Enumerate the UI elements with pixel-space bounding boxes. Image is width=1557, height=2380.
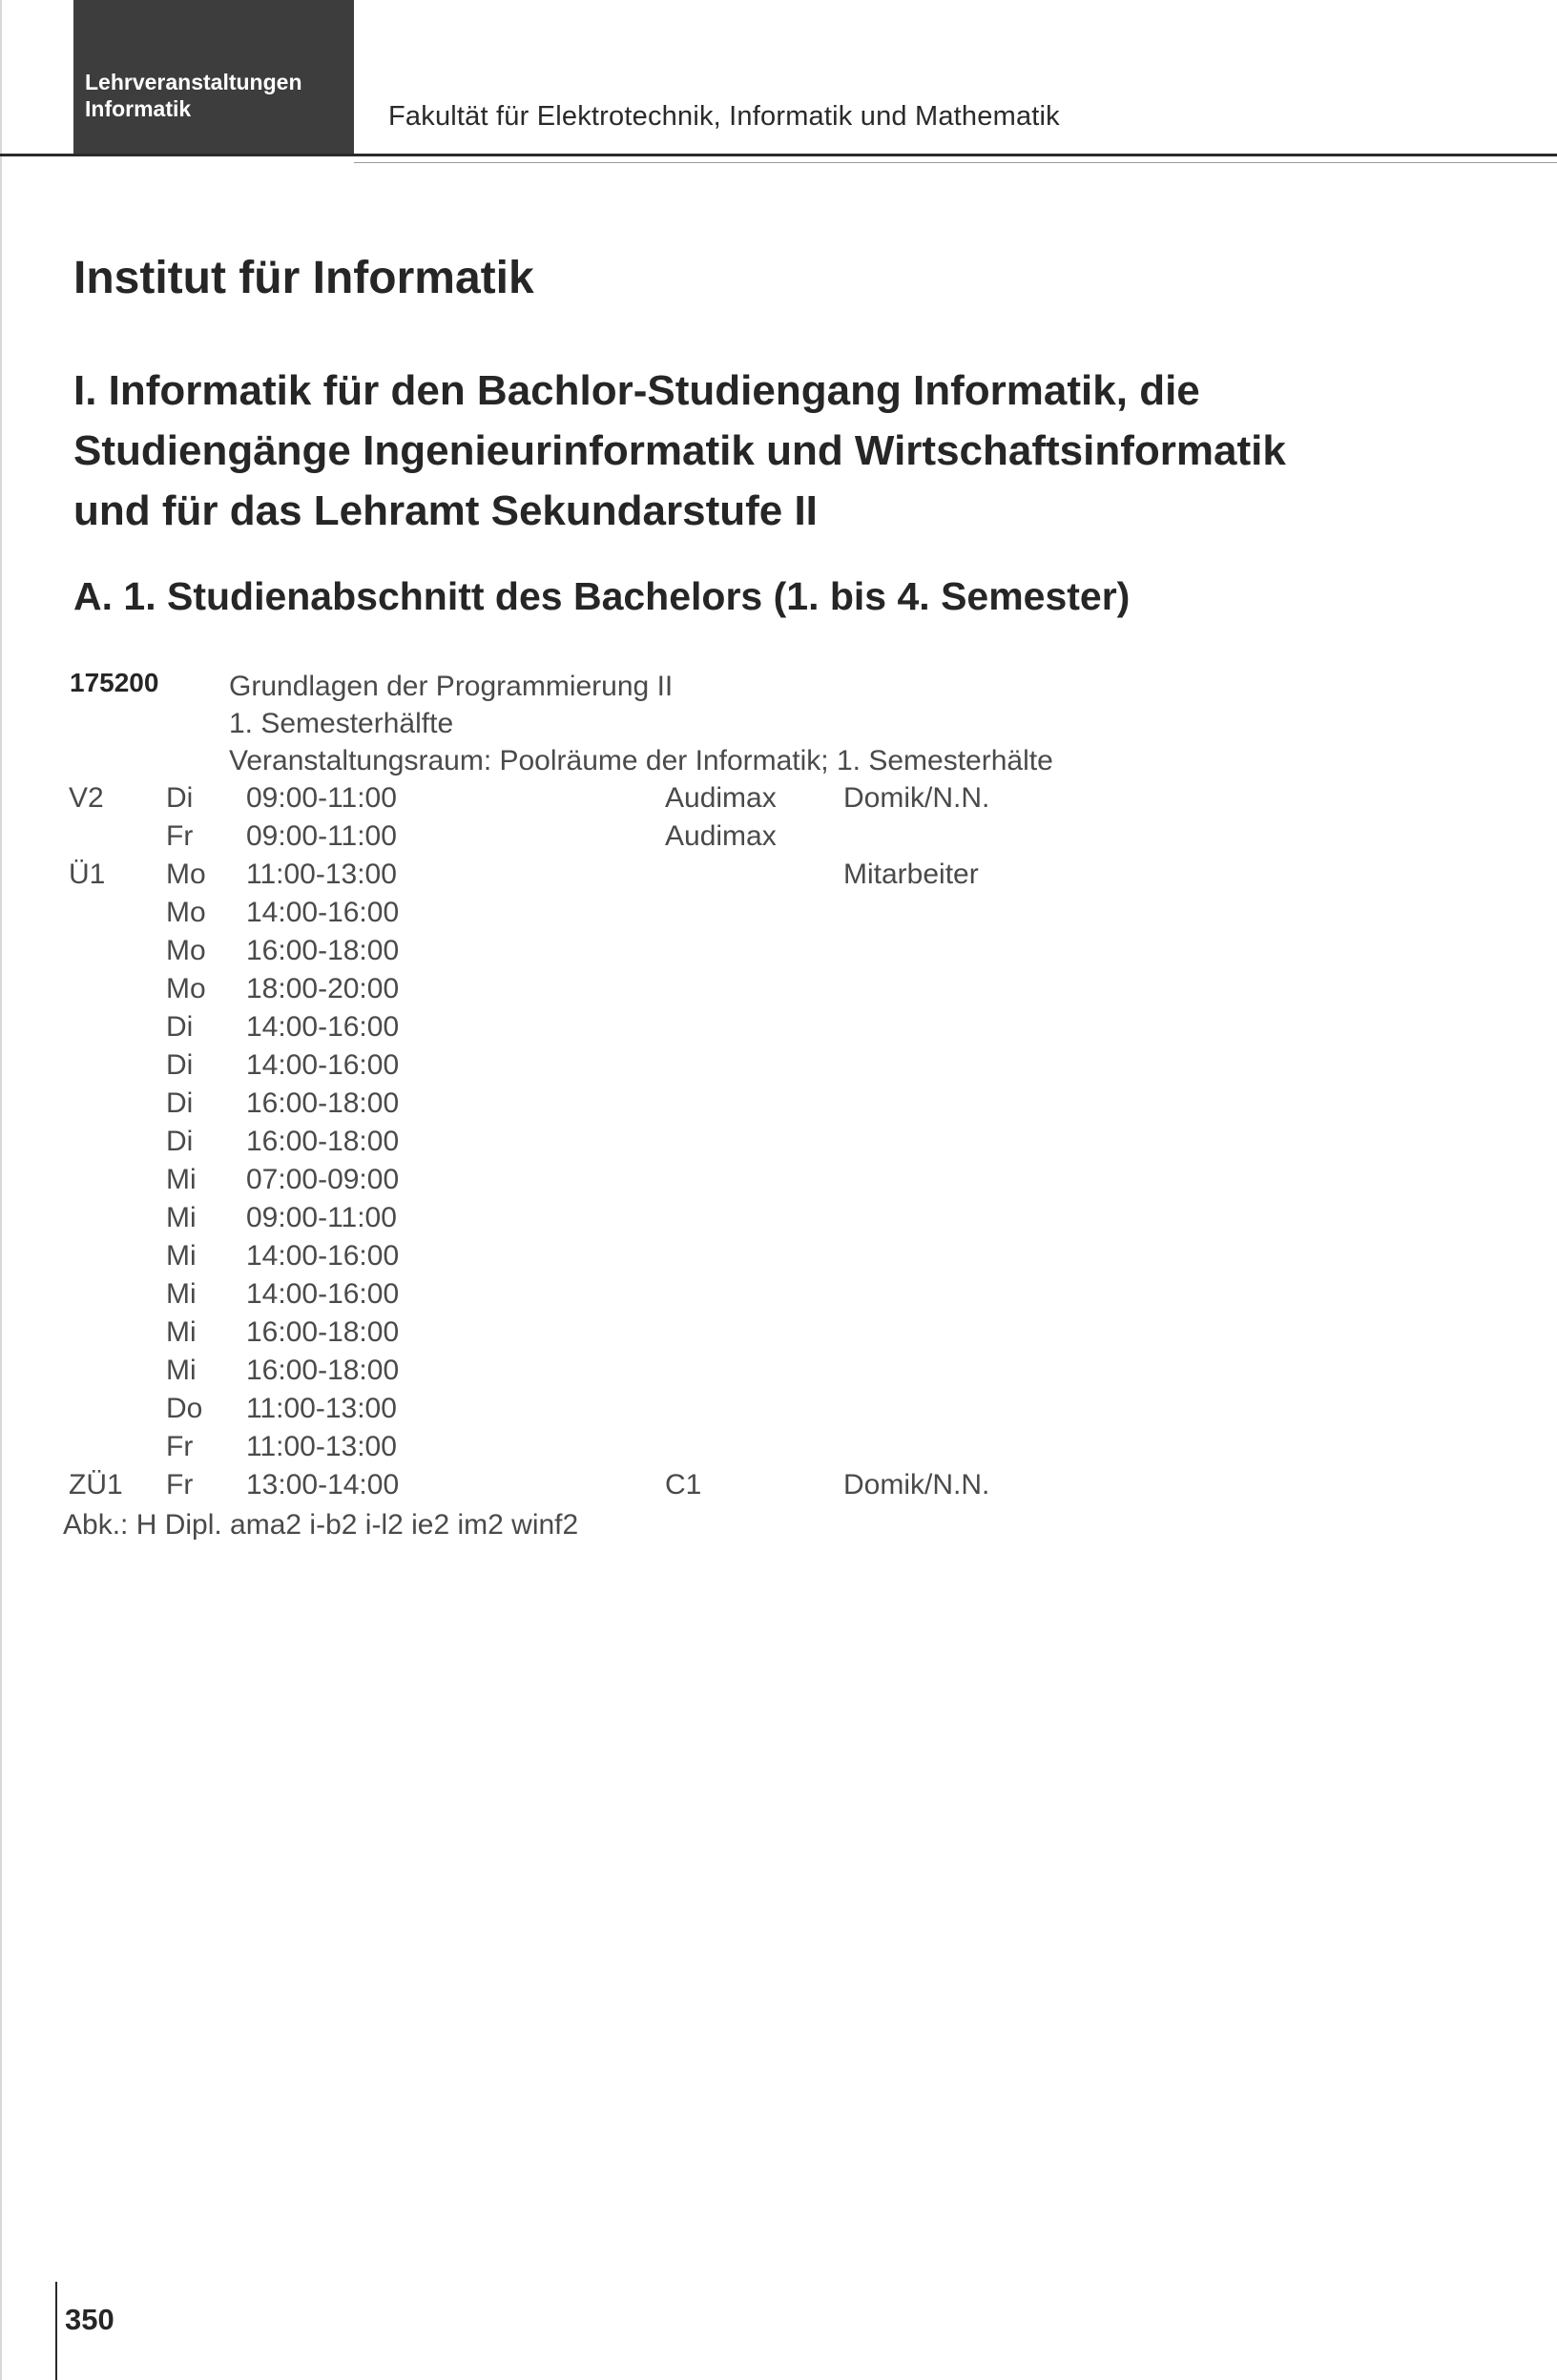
schedule-cell-time: 11:00-13:00 xyxy=(246,1431,397,1462)
schedule-row xyxy=(0,1390,1557,1428)
schedule-cell-day: Di xyxy=(166,1049,194,1081)
course-room-note: Veranstaltungsraum: Poolräume der Informatik; 1. Semesterhälte xyxy=(229,745,1053,776)
schedule-cell-time: 09:00-11:00 xyxy=(246,820,397,852)
course-title: Grundlagen der Programmierung II xyxy=(229,671,674,702)
section-title-line-2: Studiengänge Ingenieurinformatik und Wirtschaftsinformatik xyxy=(73,427,1286,474)
schedule-cell-day: Mo xyxy=(166,897,206,928)
schedule-row xyxy=(0,970,1557,1008)
schedule-cell-day: Mi xyxy=(166,1240,197,1272)
schedule-row xyxy=(0,1275,1557,1314)
subsection-title: A. 1. Studienabschnitt des Bachelors (1. bis 4. Semester) xyxy=(73,574,1131,618)
schedule-cell-day: Do xyxy=(166,1393,203,1424)
schedule-cell-day: Fr xyxy=(166,820,194,852)
course-period: 1. Semesterhälfte xyxy=(229,708,454,739)
schedule-row xyxy=(0,1199,1557,1237)
schedule-row xyxy=(0,1008,1557,1046)
schedule-cell-time: 14:00-16:00 xyxy=(246,1011,400,1043)
schedule-cell-lecturer: Domik/N.N. xyxy=(843,782,990,814)
schedule-cell-room: C1 xyxy=(665,1469,702,1500)
schedule-row xyxy=(0,1314,1557,1352)
schedule-cell-time: 13:00-14:00 xyxy=(246,1469,400,1500)
schedule-cell-day: Mo xyxy=(166,859,206,890)
schedule-cell-lecturer: Mitarbeiter xyxy=(843,859,979,890)
schedule-row xyxy=(0,779,1557,817)
schedule-row xyxy=(0,1046,1557,1085)
section-title-line-1: I. Informatik für den Bachlor-Studiengang Informatik, die xyxy=(73,367,1200,414)
schedule-cell-time: 16:00-18:00 xyxy=(246,1316,400,1348)
schedule-cell-day: Fr xyxy=(166,1431,194,1462)
schedule-cell-room: Audimax xyxy=(665,782,777,814)
schedule-row xyxy=(0,1352,1557,1390)
schedule-cell-day: Mi xyxy=(166,1164,197,1195)
schedule-cell-type: V2 xyxy=(69,782,104,814)
header-box-line-2: Informatik xyxy=(85,96,192,121)
schedule-cell-time: 16:00-18:00 xyxy=(246,1126,400,1157)
schedule-cell-day: Mo xyxy=(166,935,206,966)
schedule-row xyxy=(0,1161,1557,1199)
schedule-cell-lecturer: Domik/N.N. xyxy=(843,1469,990,1500)
institute-title: Institut für Informatik xyxy=(73,253,534,303)
schedule-row xyxy=(0,1237,1557,1275)
schedule-cell-time: 11:00-13:00 xyxy=(246,1393,397,1424)
abbreviations: Abk.: H Dipl. ama2 i-b2 i-l2 ie2 im2 winf2 xyxy=(63,1509,579,1541)
schedule-row xyxy=(0,817,1557,856)
schedule-cell-time: 18:00-20:00 xyxy=(246,973,400,1004)
schedule-row xyxy=(0,1085,1557,1123)
page-number: 350 xyxy=(65,2303,114,2336)
schedule-cell-type: ZÜ1 xyxy=(69,1469,123,1500)
schedule-cell-day: Di xyxy=(166,1087,194,1119)
schedule-cell-time: 14:00-16:00 xyxy=(246,1240,400,1272)
schedule-cell-room: Audimax xyxy=(665,820,777,852)
page-number-rule xyxy=(55,2282,57,2380)
header-box-line-1: Lehrveranstaltungen xyxy=(85,70,302,94)
schedule-cell-time: 14:00-16:00 xyxy=(246,1278,400,1310)
schedule-cell-time: 11:00-13:00 xyxy=(246,859,397,890)
course-number: 175200 xyxy=(70,668,159,697)
schedule-cell-time: 09:00-11:00 xyxy=(246,1202,397,1233)
schedule-cell-time: 14:00-16:00 xyxy=(246,897,400,928)
schedule-cell-time: 07:00-09:00 xyxy=(246,1164,400,1195)
faculty-name: Fakultät für Elektrotechnik, Informatik und Mathematik xyxy=(388,101,1060,132)
schedule-row xyxy=(0,932,1557,970)
schedule-cell-day: Mi xyxy=(166,1316,197,1348)
schedule-cell-day: Di xyxy=(166,1011,194,1043)
schedule-cell-time: 09:00-11:00 xyxy=(246,782,397,814)
schedule-cell-day: Mi xyxy=(166,1278,197,1310)
schedule-row xyxy=(0,1428,1557,1466)
schedule-cell-time: 16:00-18:00 xyxy=(246,1087,400,1119)
section-title-line-3: und für das Lehramt Sekundarstufe II xyxy=(73,487,818,534)
schedule-row xyxy=(0,1466,1557,1504)
schedule-cell-type: Ü1 xyxy=(69,859,106,890)
schedule-row xyxy=(0,894,1557,932)
schedule-cell-day: Mi xyxy=(166,1355,197,1386)
schedule-cell-time: 14:00-16:00 xyxy=(246,1049,400,1081)
schedule-cell-day: Fr xyxy=(166,1469,194,1500)
schedule-cell-day: Di xyxy=(166,1126,194,1157)
schedule-cell-day: Mo xyxy=(166,973,206,1004)
schedule-cell-time: 16:00-18:00 xyxy=(246,935,400,966)
schedule-cell-day: Di xyxy=(166,782,194,814)
schedule-row xyxy=(0,856,1557,894)
schedule-cell-day: Mi xyxy=(166,1202,197,1233)
schedule-row xyxy=(0,1123,1557,1161)
schedule-cell-time: 16:00-18:00 xyxy=(246,1355,400,1386)
